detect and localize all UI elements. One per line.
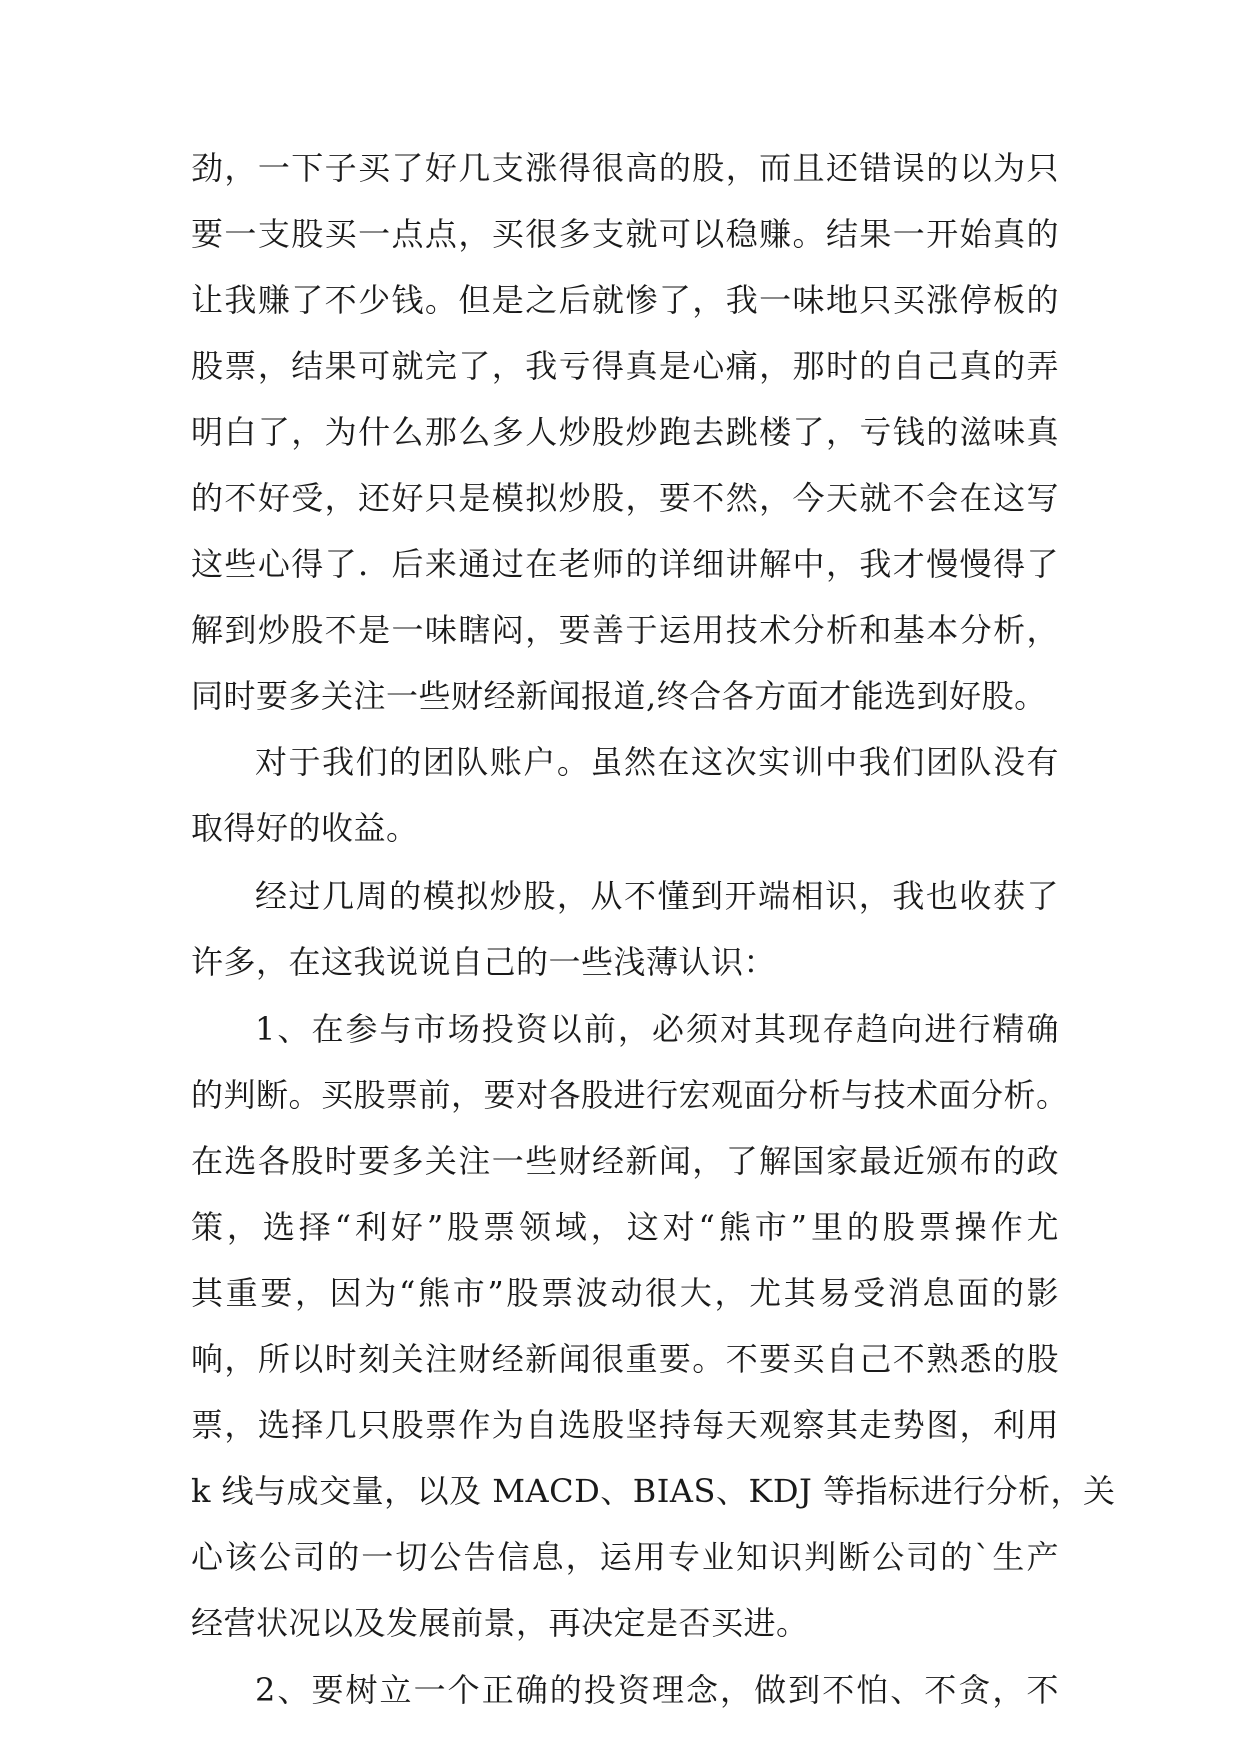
- body-text-line: 明白了，为什么那么多人炒股炒跑去跳楼了，亏钱的滋味真: [191, 413, 1059, 451]
- body-text-line: 响，所以时刻关注财经新闻很重要。不要买自己不熟悉的股: [191, 1340, 1059, 1378]
- body-text-line: 心该公司的一切公告信息，运用专业知识判断公司的`生产: [191, 1538, 1059, 1576]
- list-item-1-first-line: 1、在参与市场投资以前，必须对其现存趋向进行精确: [255, 1010, 1059, 1048]
- body-text-line: 经营状况以及发展前景，再决定是否买进。: [191, 1604, 809, 1642]
- body-text-line: 让我赚了不少钱。但是之后就惨了，我一味地只买涨停板的: [191, 281, 1059, 319]
- body-text-line: 票，选择几只股票作为自选股坚持每天观察其走势图，利用: [191, 1406, 1059, 1444]
- body-text-line: 取得好的收益。: [191, 809, 419, 847]
- body-text-line: 劲，一下子买了好几支涨得很高的股，而且还错误的以为只: [191, 149, 1059, 187]
- body-text-line: 的不好受，还好只是模拟炒股，要不然，今天就不会在这写: [191, 479, 1059, 517]
- body-text-line: 在选各股时要多关注一些财经新闻，了解国家最近颁布的政: [191, 1142, 1059, 1180]
- paragraph-first-line: 经过几周的模拟炒股，从不懂到开端相识，我也收获了: [255, 877, 1059, 915]
- body-text-line: 这些心得了．后来通过在老师的详细讲解中，我才慢慢得了: [191, 545, 1059, 583]
- body-text-line: 要一支股买一点点，买很多支就可以稳赚。结果一开始真的: [191, 215, 1059, 253]
- body-text-line: 策，选择“利好”股票领域，这对“熊市”里的股票操作尤: [191, 1208, 1059, 1246]
- body-text-line: 的判断。买股票前，要对各股进行宏观面分析与技术面分析。: [191, 1076, 1069, 1114]
- body-text-line: k 线与成交量，以及 MACD、BIAS、KDJ 等指标进行分析，关: [191, 1472, 1116, 1510]
- list-item-2-first-line: 2、要树立一个正确的投资理念，做到不怕、不贪，不: [255, 1671, 1059, 1709]
- body-text-line: 股票，结果可就完了，我亏得真是心痛，那时的自己真的弄: [191, 347, 1059, 385]
- body-text-line: 其重要，因为“熊市”股票波动很大，尤其易受消息面的影: [191, 1274, 1059, 1312]
- body-text-line: 同时要多关注一些财经新闻报道,终合各方面才能选到好股。: [191, 677, 1047, 715]
- body-text-line: 解到炒股不是一味瞎闷，要善于运用技术分析和基本分析，: [191, 611, 1059, 649]
- body-text-line: 许多，在这我说说自己的一些浅薄认识：: [191, 943, 777, 981]
- paragraph-first-line: 对于我们的团队账户。虽然在这次实训中我们团队没有: [255, 743, 1059, 781]
